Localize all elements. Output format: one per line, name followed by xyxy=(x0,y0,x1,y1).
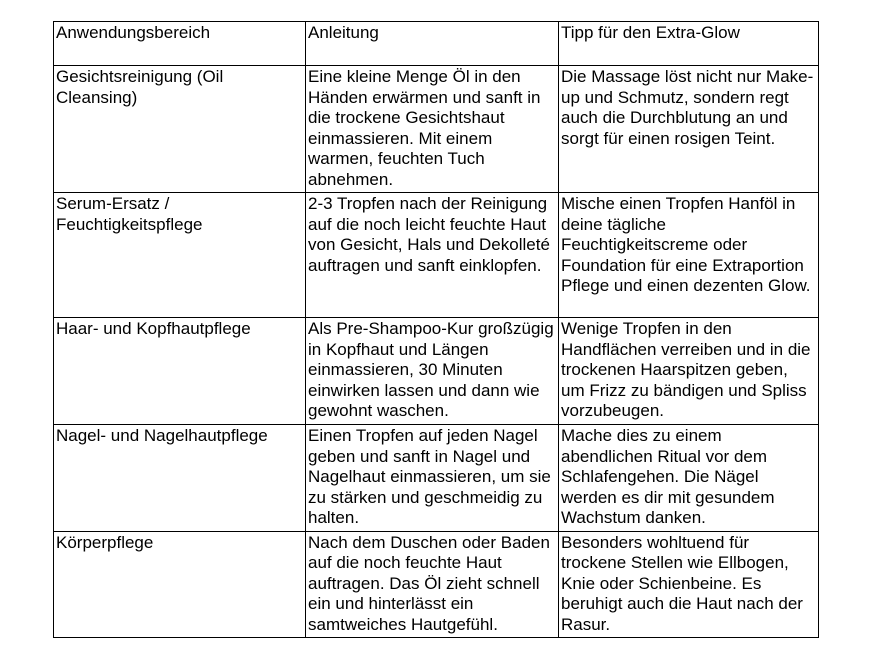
table-row xyxy=(54,66,819,193)
cell-anwendungsbereich: Nagel- und Nagelhautpflege xyxy=(54,425,306,532)
cell-anwendungsbereich: Gesichtsreinigung (Oil Cleansing) xyxy=(54,66,306,193)
cell-anwendungsbereich: Haar- und Kopfhautpflege xyxy=(54,318,306,425)
cell-anleitung: 2-3 Tropfen nach der Reinigung auf die noch leicht feuchte Haut von Gesicht, Hals und Dekolleté auftragen und sanft einklopfen. xyxy=(306,193,559,318)
column-header-anleitung: Anleitung xyxy=(306,22,559,66)
cell-anleitung: Als Pre-Shampoo-Kur großzügig in Kopfhaut und Längen einmassieren, 30 Minuten einwirken lassen und dann wie gewohnt waschen. xyxy=(306,318,559,425)
table-row xyxy=(54,193,819,318)
cell-tipp: Besonders wohltuend für trockene Stellen wie Ellbogen, Knie oder Schienbeine. Es beruhigt auch die Haut nach der Rasur. xyxy=(559,531,819,638)
cell-tipp: Die Massage löst nicht nur Make-up und Schmutz, sondern regt auch die Durchblutung an und sorgt für einen rosigen Teint. xyxy=(559,66,819,193)
cell-anleitung: Eine kleine Menge Öl in den Händen erwärmen und sanft in die trockene Gesichtshaut einmassieren. Mit einem warmen, feuchten Tuch abnehmen. xyxy=(306,66,559,193)
application-usage-table xyxy=(53,21,819,638)
cell-anleitung: Einen Tropfen auf jeden Nagel geben und sanft in Nagel und Nagelhaut einmassieren, um sie zu stärken und geschmeidig zu halten. xyxy=(306,425,559,532)
column-header-tipp: Tipp für den Extra-Glow xyxy=(559,22,819,66)
cell-tipp: Mische einen Tropfen Hanföl in deine tägliche Feuchtigkeitscreme oder Foundation für eine Extraportion Pflege und einen dezenten Glow. xyxy=(559,193,819,318)
cell-anwendungsbereich: Körperpflege xyxy=(54,531,306,638)
cell-tipp: Wenige Tropfen in den Handflächen verreiben und in die trockenen Haarspitzen geben, um Frizz zu bändigen und Spliss vorzubeugen. xyxy=(559,318,819,425)
column-header-anwendungsbereich: Anwendungsbereich xyxy=(54,22,306,66)
cell-anwendungsbereich: Serum-Ersatz / Feuchtigkeitspflege xyxy=(54,193,306,318)
table-row xyxy=(54,531,819,638)
table-row xyxy=(54,318,819,425)
header-row xyxy=(54,22,819,66)
cell-tipp: Mache dies zu einem abendlichen Ritual vor dem Schlafengehen. Die Nägel werden es dir mit gesundem Wachstum danken. xyxy=(559,425,819,532)
table-row xyxy=(54,425,819,532)
cell-anleitung: Nach dem Duschen oder Baden auf die noch feuchte Haut auftragen. Das Öl zieht schnell ein und hinterlässt ein samtweiches Hautgefühl. xyxy=(306,531,559,638)
